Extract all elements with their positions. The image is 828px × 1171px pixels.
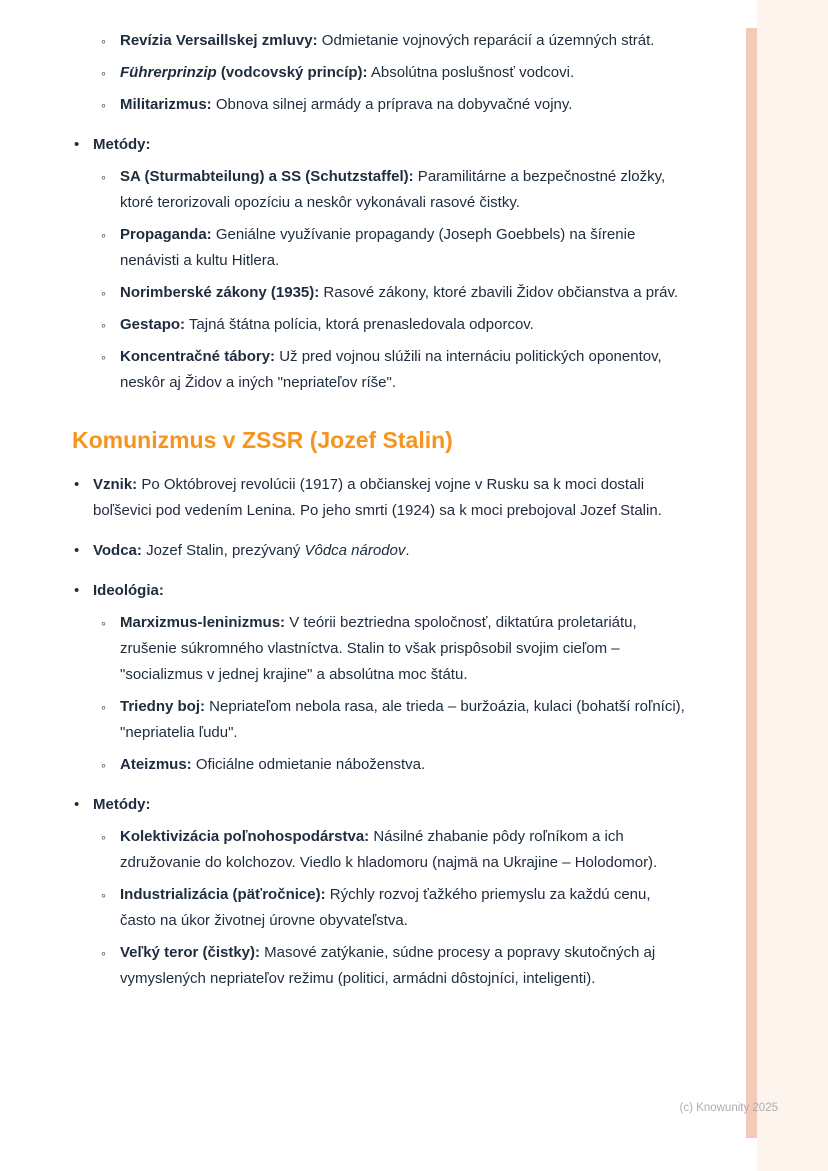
list-item: [72, 472, 690, 524]
text-segment: Ateizmus:: [120, 756, 192, 773]
list-item-text: [93, 136, 151, 153]
text-segment: Rasové zákony, ktoré zbavili Židov občianstva a práv.: [319, 284, 679, 301]
list-item-text: [93, 582, 164, 599]
text-segment: Nepriateľom nebola rasa, ale trieda – buržoázia, kulaci (bohatší roľníci), "nepriatelia ľudu".: [120, 698, 685, 741]
list-item: [100, 610, 690, 688]
list-item: [100, 312, 690, 338]
list-item-text: [120, 348, 662, 391]
text-segment: Po Októbrovej revolúcii (1917) a občianskej vojne v Rusku sa k moci dostali boľševici pod vedením Lenina. Po jeho smrti (1924) sa k moci prebojoval Jozef Stalin.: [93, 476, 662, 519]
text-segment: Metódy:: [93, 136, 151, 153]
text-segment: Tajná štátna polícia, ktorá prenasledovala odporcov.: [185, 316, 534, 333]
text-segment: Oficiálne odmietanie náboženstva.: [191, 756, 426, 773]
text-segment: Gestapo:: [120, 316, 186, 333]
list-item-text: [120, 316, 534, 333]
list-item-text: [120, 32, 654, 49]
text-segment: Absolútna poslušnosť vodcovi.: [367, 64, 575, 81]
document-body: [72, 28, 690, 998]
bullet-marker: •: [74, 542, 80, 559]
list-item: [100, 344, 690, 396]
text-segment: Kolektivizácia poľnohospodárstva:: [120, 828, 370, 845]
list-item: [100, 280, 690, 306]
text-segment: Norimberské zákony (1935):: [120, 284, 320, 301]
circle-marker: ◦: [101, 945, 106, 961]
text-segment: Vodca:: [93, 542, 142, 559]
text-segment: Vôdca národov: [304, 542, 406, 559]
list-item: [100, 92, 690, 118]
circle-marker: ◦: [101, 349, 106, 365]
list-item-text: [93, 476, 662, 519]
text-segment: Vznik:: [93, 476, 138, 493]
circle-marker: ◦: [101, 65, 106, 81]
text-segment: Führerprinzip: [120, 64, 217, 81]
circle-marker: ◦: [101, 317, 106, 333]
list-item-text: [120, 614, 637, 683]
text-segment: Paramilitárne a bezpečnostné zložky, ktoré terorizovali opozíciu a neskôr vykonávali rasové čistky.: [120, 168, 666, 211]
circle-marker: ◦: [101, 887, 106, 903]
text-segment: Triedny boj:: [120, 698, 206, 715]
text-segment: Rýchly rozvoj ťažkého priemyslu za každú cenu, často na úkor životnej úrovne obyvateľstva.: [120, 886, 651, 929]
list-item-text: [93, 796, 151, 813]
list-item: [100, 222, 690, 274]
circle-marker: ◦: [101, 227, 106, 243]
text-segment: Už pred vojnou slúžili na internáciu politických oponentov, neskôr aj Židov a iných "nepriateľov ríše".: [120, 348, 662, 391]
list-item-text: [120, 64, 574, 81]
bullet-marker: •: [74, 796, 80, 813]
list-item-text: [120, 698, 685, 741]
section-heading: Komunizmus v ZSSR (Jozef Stalin): [72, 427, 453, 453]
text-segment: Veľký teror (čistky):: [120, 944, 261, 961]
text-segment: Propaganda:: [120, 226, 212, 243]
list-item-text: [120, 756, 425, 773]
text-segment: Obnova silnej armády a príprava na dobyvačné vojny.: [211, 96, 573, 113]
page-edge-stripe: [746, 28, 757, 1138]
text-segment: Násilné zhabanie pôdy roľníkom a ich združovanie do kolchozov. Viedlo k hladomoru (najmä na Ukrajine – Holodomor).: [120, 828, 658, 871]
circle-marker: ◦: [101, 615, 106, 631]
list-item: [100, 882, 690, 934]
list-item-text: [120, 226, 635, 269]
text-segment: Odmietanie vojnových reparácií a územných strát.: [317, 32, 655, 49]
list-item-text: [120, 886, 651, 929]
list-item: [72, 578, 690, 604]
list-item: [100, 164, 690, 216]
copyright-watermark: (c) Knowunity 2025: [679, 1102, 778, 1114]
list-item-text: [93, 542, 410, 559]
text-segment: Militarizmus:: [120, 96, 212, 113]
text-segment: Geniálne využívanie propagandy (Joseph Goebbels) na šírenie nenávisti a kultu Hitlera.: [120, 226, 636, 269]
text-segment: V teórii beztriedna spoločnosť, diktatúra proletariátu, zrušenie súkromného vlastníctva. Stalin to však prispôsobil svojim cieľom – "socializmus v jednej krajine" a absolútna moc štátu.: [120, 614, 637, 683]
text-segment: Industrializácia (päťročnice):: [120, 886, 326, 903]
list-item: [100, 60, 690, 86]
text-segment: Metódy:: [93, 796, 151, 813]
list-item: [72, 792, 690, 818]
page-edge-tint: [757, 0, 828, 1171]
list-item: [72, 132, 690, 158]
list-item: [100, 752, 690, 778]
text-segment: Ideológia:: [93, 582, 164, 599]
bullet-marker: •: [74, 582, 80, 599]
text-segment: SA (Sturmabteilung) a SS (Schutzstaffel):: [120, 168, 414, 185]
bullet-marker: •: [74, 476, 80, 493]
text-segment: .: [405, 542, 410, 559]
list-item: [100, 824, 690, 876]
bullet-marker: •: [74, 136, 80, 153]
list-item-text: [120, 944, 655, 987]
text-segment: (vodcovský princíp):: [216, 64, 368, 81]
circle-marker: ◦: [101, 97, 106, 113]
circle-marker: ◦: [101, 757, 106, 773]
list-item-text: [120, 284, 678, 301]
text-segment: Koncentračné tábory:: [120, 348, 276, 365]
circle-marker: ◦: [101, 169, 106, 185]
text-segment: Masové zatýkanie, súdne procesy a popravy skutočných aj vymyslených nepriateľov režimu (politici, armádni dôstojníci, inteligenti).: [120, 944, 656, 987]
list-item-text: [120, 96, 572, 113]
text-segment: Marxizmus-leninizmus:: [120, 614, 286, 631]
circle-marker: ◦: [101, 699, 106, 715]
list-item: [72, 538, 690, 564]
circle-marker: ◦: [101, 285, 106, 301]
text-segment: Jozef Stalin, prezývaný: [141, 542, 305, 559]
list-item-text: [120, 828, 657, 871]
list-item: [100, 694, 690, 746]
circle-marker: ◦: [101, 829, 106, 845]
list-item-text: [120, 168, 665, 211]
list-item: [100, 28, 690, 54]
circle-marker: ◦: [101, 33, 106, 49]
list-item: [100, 940, 690, 992]
text-segment: Revízia Versaillskej zmluvy:: [120, 32, 318, 49]
